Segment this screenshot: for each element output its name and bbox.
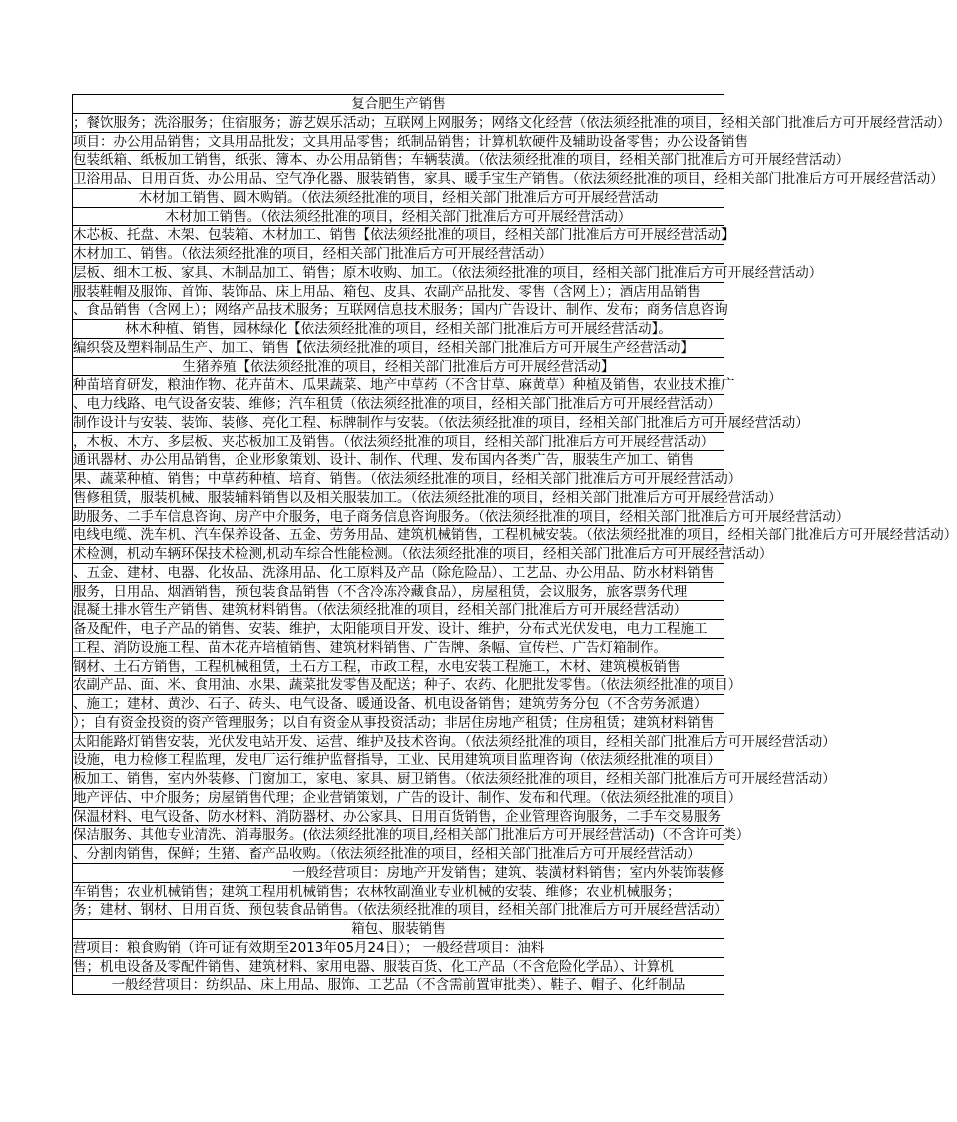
table-cell[interactable]: 服务，日用品、烟酒销售，预包装食品销售（不含冷冻冷藏食品），房屋租赁，会议服务，旅客票务代理 <box>73 583 688 600</box>
table-row <box>73 489 782 508</box>
table-cell[interactable]: 服装鞋帽及服饰、首饰、装饰品、床上用品、箱包、皮具、农副产品批发、零售（含网上）；酒店用品销售 <box>73 283 701 300</box>
table-cell[interactable]: 、施工；建材、黄沙、石子、砖头、电气设备、暖通设备、机电设备销售；建筑劳务分包（不含劳务派遣） <box>73 696 708 712</box>
table-cell[interactable]: 术检测，机动车辆环保技术检测,机动车综合性能检测。（依法须经批准的项目，经相关部门批准后方可开展经营活动） <box>73 546 773 562</box>
table-cell[interactable]: 一般经营项目：纺织品、床上用品、服饰、工艺品（不含需前置审批类）、鞋子、帽子、化纤制品 <box>111 977 686 994</box>
table-row <box>73 433 724 452</box>
table-cell[interactable]: 营项目：粮食购销（许可证有效期至2013年05月24日）； 一般经营项目：油料 <box>73 939 545 956</box>
table-row <box>73 208 724 227</box>
table-cell[interactable]: 、电力线路、电气设备安装、维修；汽车租赁（依法须经批准的项目，经相关部门批准后方可开展经营活动） <box>73 396 721 412</box>
table-row <box>73 789 742 808</box>
table-cell[interactable]: 林木种植、销售，园林绿化【依法须经批准的项目，经相关部门批准后方可开展经营活动】。 <box>125 321 672 337</box>
table-row <box>73 920 724 939</box>
table-cell[interactable]: 钢材、土石方销售，工程机械租赁，土石方工程，市政工程，水电安装工程施工，木材、建筑模板销售 <box>73 658 681 675</box>
table-row <box>73 545 773 564</box>
table-row <box>73 958 724 977</box>
table-row <box>73 583 724 602</box>
table-row <box>73 601 724 620</box>
table-row <box>73 845 724 864</box>
table-row <box>73 658 724 677</box>
table-row <box>73 770 836 789</box>
table-row <box>73 189 724 208</box>
table-row <box>73 395 724 414</box>
table-row <box>73 320 724 339</box>
table-row <box>73 864 724 883</box>
table-cell[interactable]: 、食品销售（含网上）；网络产品技术服务；互联网信息技术服务；国内广告设计、制作、发布；商务信息咨询 <box>73 302 728 319</box>
table-cell[interactable]: 包装纸箱、纸板加工销售，纸张、簿本、办公用品销售；车辆装潢。（依法须经批准的项目，经相关部门批准后方可开展经营活动） <box>73 152 850 169</box>
table-cell[interactable]: 设施，电力检修工程监理，发电厂运行维护监督指导，工业、民用建筑项目监理咨询（依法须经批准的项目） <box>73 752 721 769</box>
table-cell[interactable]: 木芯板、托盘、木架、包装箱、木材加工、销售【依法须经批准的项目，经相关部门批准后方可开展经营活动】 <box>73 227 735 244</box>
table-row <box>73 751 724 770</box>
table-cell[interactable]: 农副产品、面、米、食用油、水果、蔬菜批发零售及配送；种子、农药、化肥批发零售。（依法须经批准的项目） <box>73 677 742 694</box>
table-row <box>73 358 724 377</box>
table-row <box>73 133 748 152</box>
table-cell[interactable]: ；餐饮服务；洗浴服务；住宿服务；游艺娱乐活动；互联网上网服务；网络文化经营（依法须经批准的项目，经相关部门批准后方可开展经营活动） <box>73 114 951 131</box>
table-cell[interactable]: 混凝土排水管生产销售、建筑材料销售。（依法须经批准的项目，经相关部门批准后方可开展经营活动） <box>73 602 688 619</box>
table-cell[interactable]: 箱包、服装销售 <box>351 921 446 937</box>
table-row <box>73 901 728 920</box>
table-row <box>73 826 750 845</box>
table-cell[interactable]: 种苗培育研发，粮油作物、花卉苗木、瓜果蔬菜、地产中草药（不含甘草、麻黄草）种植及销售，农业技术推广 <box>73 377 735 394</box>
table-cell[interactable]: 项目：办公用品销售；文具用品批发；文具用品零售；纸制品销售；计算机软硬件及辅助设备零售；办公设备销售 <box>73 133 748 150</box>
table-cell[interactable]: 编织袋及塑料制品生产、加工、销售【依法须经批准的项目，经相关部门批准后方可开展生产经营活动】 <box>73 339 694 356</box>
table-row <box>73 470 742 489</box>
table-row <box>73 526 957 545</box>
table-cell[interactable]: 生猪养殖【依法须经批准的项目，经相关部门批准后方可开展经营活动】 <box>182 358 615 375</box>
table-cell[interactable]: 板加工、销售，室内外装修、门窗加工，家电、家具、厨卫销售。（依法须经批准的项目，经相关部门批准后方可开展经营活动） <box>73 771 836 787</box>
table-cell[interactable]: 、分割肉销售，保鲜；生猪、畜产品收购。（依法须经批准的项目，经相关部门批准后方可开展经营活动） <box>73 846 701 862</box>
table-cell[interactable]: 通讯器材、办公用品销售，企业形象策划、设计、制作、代理、发布国内各类广告，服装生产加工、销售 <box>73 452 694 469</box>
table-row <box>73 976 724 995</box>
table-row <box>73 508 850 527</box>
table-row <box>73 451 724 470</box>
table-cell[interactable]: 工程、消防设施工程、苗木花卉培植销售、建筑材料销售、广告牌、条幅、宣传栏、广告灯箱制作。 <box>73 639 667 656</box>
table-row <box>73 714 724 733</box>
table-row <box>73 226 735 245</box>
table-row <box>73 283 724 302</box>
table-cell[interactable]: 木材加工销售、圆木购销。（依法须经批准的项目，经相关部门批准后方可开展经营活动 <box>138 189 659 206</box>
table-row <box>73 114 951 133</box>
table-cell[interactable]: 木材加工、销售。（依法须经批准的项目，经相关部门批准后方可开展经营活动） <box>73 246 553 262</box>
table-cell[interactable]: 售；机电设备及零配件销售、建筑材料、家用电器、服装百货、化工产品（不含危险化学品）、计算机 <box>73 958 674 975</box>
table-row <box>73 95 724 114</box>
table-cell[interactable]: 电线电缆、洗车机、汽车保养设备、五金、劳务用品、建筑机械销售，工程机械安装。（依法须经批准的项目，经相关部门批准后方可开展经营活动） <box>73 527 957 544</box>
table-row <box>73 414 809 433</box>
spreadsheet-grid <box>72 94 957 995</box>
table-row <box>73 564 724 583</box>
table-row <box>73 264 823 283</box>
table-cell[interactable]: 太阳能路灯销售安装，光伏发电站开发、运营、维护及技术咨询。（依法须经批准的项目，经相关部门批准后方可开展经营活动） <box>73 733 836 750</box>
table-row <box>73 639 724 658</box>
table-cell[interactable]: 售修租赁，服装机械、服装辅料销售以及相关服装加工。（依法须经批准的项目，经相关部门批准后方可开展经营活动） <box>73 489 782 506</box>
table-row <box>73 676 742 695</box>
table-row <box>73 695 724 714</box>
table-cell[interactable]: 一般经营项目：房地产开发销售；建筑、装潢材料销售；室内外装饰装修 <box>292 864 724 881</box>
table-cell[interactable]: ，木板、木方、多层板、夹芯板加工及销售。（依法须经批准的项目，经相关部门批准后方可开展经营活动） <box>73 433 715 450</box>
table-row <box>73 301 728 320</box>
table-row <box>73 808 724 827</box>
table-row <box>73 170 944 189</box>
table-row <box>73 939 724 958</box>
table-row <box>73 376 735 395</box>
table-cell[interactable]: 务；建材、钢材、日用百货、预包装食品销售。（依法须经批准的项目，经相关部门批准后方可开展经营活动） <box>73 902 728 919</box>
table-row <box>73 339 724 358</box>
table-row <box>73 883 724 902</box>
table-cell[interactable]: 保温材料、电气设备、防水材料、消防器材、办公家具、日用百货销售，企业管理咨询服务，二手车交易服务 <box>73 808 721 825</box>
table-cell[interactable]: 卫浴用品、日用百货、办公用品、空气净化器、服装销售，家具、暖手宝生产销售。（依法须经批准的项目，经相关部门批准后方可开展经营活动） <box>73 171 944 187</box>
table-cell[interactable]: 木材加工销售。（依法须经批准的项目，经相关部门批准后方可开展经营活动） <box>165 208 632 225</box>
table-cell[interactable]: 保洁服务、其他专业清洗、消毒服务。(依法须经批准的项目,经相关部门批准后方可开展经营活动)（不含许可类） <box>73 827 750 844</box>
table-row <box>73 620 724 639</box>
table-cell[interactable]: 果、蔬菜种植、销售；中草药种植、培育、销售。（依法须经批准的项目，经相关部门批准后方可开展经营活动） <box>73 471 742 487</box>
table-row <box>73 151 850 170</box>
table-cell[interactable]: 备及配件，电子产品的销售、安装、维护，太阳能项目开发、设计、维护，分布式光伏发电，电力工程施工 <box>73 621 708 637</box>
table-cell[interactable]: 、五金、建材、电器、化妆品、洗涤用品、化工原料及产品（除危险品）、工艺品、办公用品、防水材料销售 <box>73 564 715 581</box>
table-row <box>73 733 836 752</box>
table-cell[interactable]: ）；自有资金投资的资产管理服务；以自有资金从事投资活动；非居住房地产租赁；住房租赁；建筑材料销售 <box>73 714 715 731</box>
table-cell[interactable]: 制作设计与安装、装饰、装修、亮化工程、标牌制作与安装。（依法须经批准的项目，经相关部门批准后方可开展经营活动） <box>73 414 809 431</box>
table-cell[interactable]: 助服务、二手车信息咨询、房产中介服务，电子商务信息咨询服务。（依法须经批准的项目，经相关部门批准后方可开展经营活动） <box>73 508 850 525</box>
table-cell[interactable]: 地产评估、中介服务；房屋销售代理；企业营销策划，广告的设计、制作、发布和代理。（依法须经批准的项目） <box>73 789 742 806</box>
table-row <box>73 245 724 264</box>
table-cell[interactable]: 复合肥生产销售 <box>351 96 446 112</box>
table-cell[interactable]: 车销售；农业机械销售；建筑工程用机械销售；农林牧副渔业专业机械的安装、维修；农业机械服务； <box>73 883 681 900</box>
table-cell[interactable]: 层板、细木工板、家具、木制品加工、销售；原木收购、加工。（依法须经批准的项目，经相关部门批准后方可开展经营活动） <box>73 264 823 281</box>
